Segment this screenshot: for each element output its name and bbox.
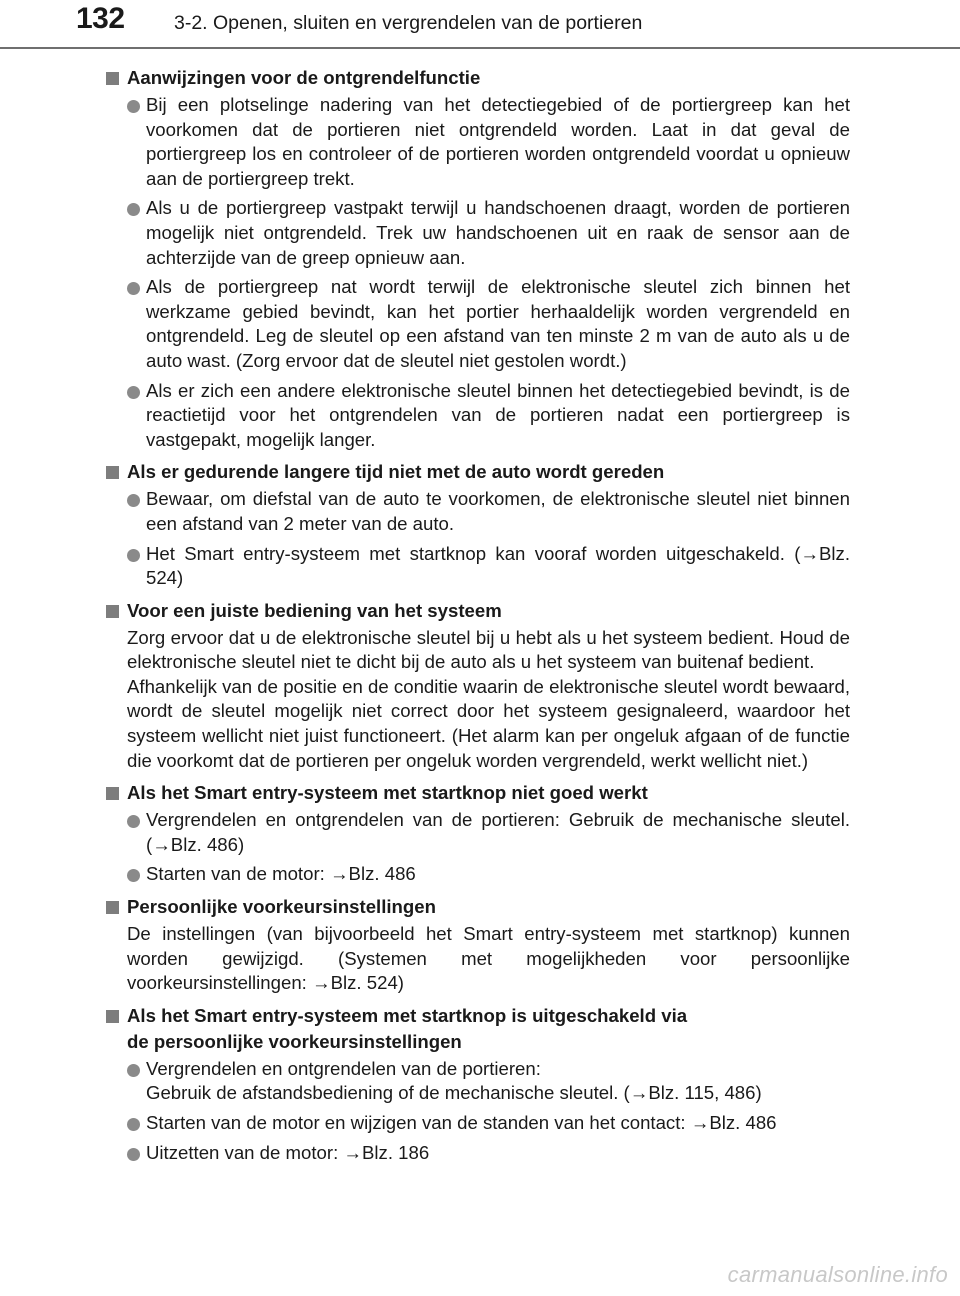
bullet-item [105,93,850,191]
square-bullet-icon [106,901,119,914]
section-heading-disabled-via-customization [105,1003,850,1055]
bullet-item [105,1111,850,1136]
bullet-item [105,1057,850,1106]
circle-bullet-icon [127,282,140,295]
paragraph: Zorg ervoor dat u de elektronische sleutel bij u hebt als u het systeem bedient. Houd de elektronische sleutel niet te dicht bij de auto als u het systeem van buitenaf bedient. [127,626,850,673]
square-bullet-icon [106,787,119,800]
page-header [0,0,960,49]
bullet-item [105,1141,850,1166]
square-bullet-icon [106,1010,119,1023]
bullet-item [105,275,850,373]
bullet-text: Uitzetten van de motor: →Blz. 186 [146,1141,430,1163]
section-title: 3-2. Openen, sluiten en vergrendelen van de portieren [174,12,643,34]
section-heading-unlock-tips [105,65,850,91]
bullet-text: Als u de portiergreep vastpakt terwijl u handschoenen draagt, worden de portieren mogelijk niet ontgrendeld. Trek uw handschoenen uit en raak de sensor aan de achterzijde van de greep opnieuw aan. [146,197,850,268]
section-heading-long-storage [105,459,850,485]
bullet-text: Vergrendelen en ontgrendelen van de portieren: Gebruik de mechanische sleutel. (→Blz. 486) [146,809,850,855]
section-heading-malfunction [105,780,850,806]
heading-text: Voor een juiste bediening van het systeem [127,599,502,621]
bullet-text: Bewaar, om diefstal van de auto te voorkomen, de elektronische sleutel niet binnen een afstand van 2 meter van de auto. [146,488,850,534]
watermark: carmanualsonline.info [727,1262,948,1287]
circle-bullet-icon [127,386,140,399]
bullet-text: Starten van de motor: →Blz. 486 [146,863,416,885]
square-bullet-icon [106,466,119,479]
heading-text-line1: Als het Smart entry-systeem met startknop is uitgeschakeld via [127,1004,688,1026]
circle-bullet-icon [127,1118,140,1131]
bullet-item [105,862,850,887]
circle-bullet-icon [127,494,140,507]
page-content [105,58,850,1170]
paragraph: Afhankelijk van de positie en de conditie waarin de elektronische sleutel wordt bewaard, wordt de sleutel mogelijk niet correct door het systeem gesignaleerd, waardoor het systeem wellicht niet juist functioneert. (Het alarm kan per ongeluk afgaan of de functie die voorkomt dat de portieren per ongeluk worden vergrendeld, werkt wellicht niet.) [127,675,850,771]
section-heading-correct-operation [105,598,850,624]
heading-text: Als er gedurende langere tijd niet met de auto wordt gereden [127,461,665,483]
section-heading-customization [105,894,850,920]
heading-text: Persoonlijke voorkeursinstellingen [127,896,436,918]
page-number: 132 [76,2,125,35]
bullet-item [105,196,850,270]
bullet-text-line2: Gebruik de afstandsbediening of de mechanische sleutel. (→Blz. 115, 486) [146,1082,762,1104]
bullet-text: Starten van de motor en wijzigen van de standen van het contact: →Blz. 486 [146,1112,777,1133]
bullet-text: Als er zich een andere elektronische sleutel binnen het detectiegebied bevindt, is de reactietijd voor het ontgrendelen van de portieren nadat een portiergreep is vastgepakt, mogelijk langer. [146,379,850,450]
bullet-text: Als de portiergreep nat wordt terwijl de elektronische sleutel zich binnen het werkzame gebied bevindt, kan het portier herhaaldelijk worden vergrendeld en ontgrendeld. Leg de sleutel op een afstand van ten minste 2 m van de auto als u de auto wast. (Zorg ervoor dat de sleutel niet gestolen wordt.) [146,276,850,371]
circle-bullet-icon [127,549,140,562]
bullet-text: Bij een plotselinge nadering van het detectiegebied of de portiergreep kan het voorkomen dat de portieren niet ontgrendeld worden. Laat in dat geval de portiergreep los en controleer of de portieren worden ontgrendeld voordat u opnieuw aan de portiergreep trekt. [146,94,850,189]
heading-text: Aanwijzingen voor de ontgrendelfunctie [127,67,481,88]
heading-text: Als het Smart entry-systeem met startknop niet goed werkt [127,782,648,804]
bullet-text-line1: Vergrendelen en ontgrendelen van de portieren: [146,1057,541,1079]
bullet-item [105,808,850,857]
bullet-item [105,542,850,591]
circle-bullet-icon [127,869,140,882]
paragraph: De instellingen (van bijvoorbeeld het Smart entry-systeem met startknop) kunnen worden gewijzigd. (Systemen met mogelijkheden voor persoonlijke voorkeursinstellingen: →Blz. 524) [127,923,850,994]
square-bullet-icon [106,605,119,618]
circle-bullet-icon [127,100,140,113]
circle-bullet-icon [127,203,140,216]
circle-bullet-icon [127,1064,140,1077]
circle-bullet-icon [127,815,140,828]
square-bullet-icon [106,72,119,85]
heading-text-line2: de persoonlijke voorkeursinstellingen [127,1030,462,1052]
circle-bullet-icon [127,1148,140,1161]
bullet-item [105,379,850,453]
bullet-item [105,487,850,536]
bullet-text: Het Smart entry-systeem met startknop kan vooraf worden uitgeschakeld. (→Blz. 524) [146,542,850,589]
